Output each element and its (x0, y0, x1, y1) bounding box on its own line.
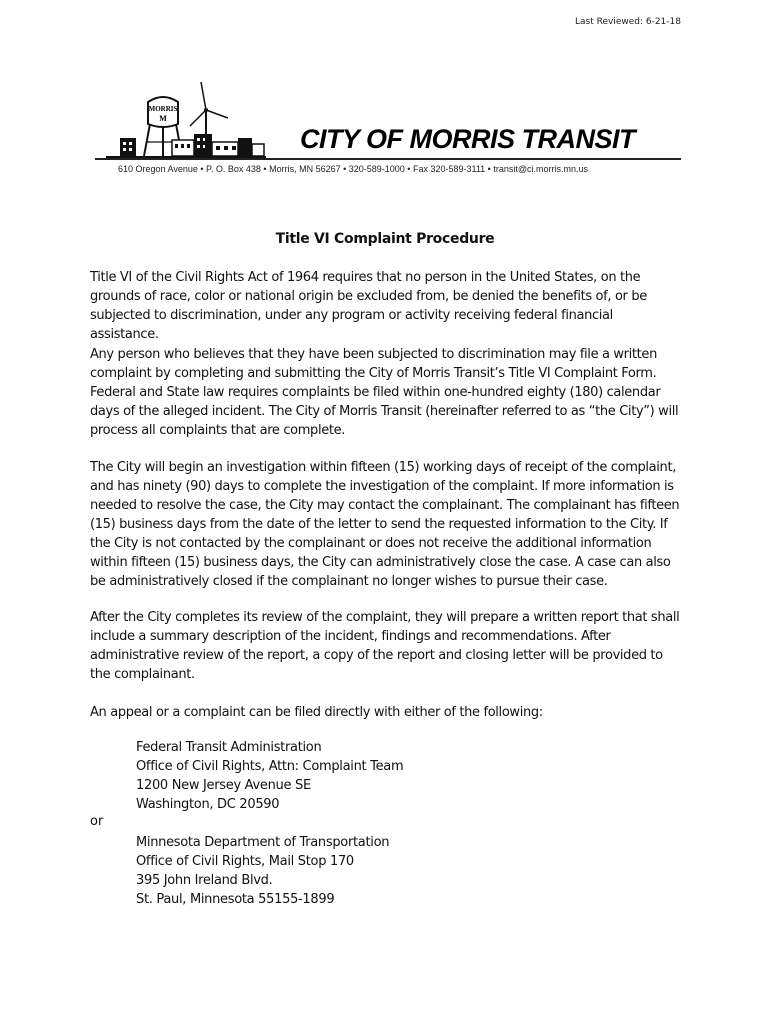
last-reviewed-date: Last Reviewed: 6-21-18 (575, 17, 681, 27)
morris-skyline-logo-icon (106, 80, 266, 160)
address-line: Office of Civil Rights, Mail Stop 170 (136, 854, 354, 869)
paragraph-filing-complaint: Any person who believes that they have been subjected to discrimination may file a written complaint by completing and submitting the City of Morris Transit’s Title VI Complaint Form. Federal and State law requires complaints be filed within one-hundred eighty (180) calendar days of the alleged incident. The City of Morris Transit (hereinafter referred to as “the City”) will process all complaints that are complete. (90, 347, 679, 438)
svg-text:M: M (159, 114, 167, 123)
document-heading: Title VI Complaint Procedure (275, 231, 495, 247)
address-line: Office of Civil Rights, Attn: Complaint Team (136, 759, 404, 774)
paragraph-investigation: The City will begin an investigation within fifteen (15) working days of receipt of the complaint, and has ninety (90) days to complete the investigation of the complaint. If more information is needed to resolve the case, the City may contact the complainant. The complainant has fifteen (15) business days from the date of the letter to send the requested information to the City. If the City is not contacted by the complainant or does not receive the additional information within fifteen (15) business days, the City can administratively close the case. A case can also be administratively closed if the complainant no longer wishes to pursue their case. (90, 460, 680, 589)
paragraph-appeal: An appeal or a complaint can be filed directly with either of the following: (90, 705, 543, 720)
address-line: 1200 New Jersey Avenue SE (136, 778, 311, 793)
paragraph-report: After the City completes its review of the complaint, they will prepare a written report that shall include a summary description of the incident, findings and recommendations. After administrative review of the report, a copy of the report and closing letter will be provided to the complainant. (90, 610, 680, 682)
paragraph-title-vi-intro: Title VI of the Civil Rights Act of 1964 requires that no person in the United States, on the grounds of race, color or national origin be excluded from, be denied the benefits of, or be subjected to discrimination, under any program or activity receiving federal financial assistance. (90, 270, 647, 342)
contact-info: 610 Oregon Avenue • P. O. Box 438 • Morris, MN 56267 • 320-589-1000 • Fax 320-589-3111 • transit@ci.morris.mn.us (118, 164, 588, 174)
address-mndot (136, 833, 389, 909)
address-federal-transit-administration (136, 738, 403, 814)
address-line: Federal Transit Administration (136, 740, 322, 755)
or-separator: or (90, 814, 104, 829)
header-divider (95, 158, 681, 160)
organization-title: CITY OF MORRIS TRANSIT (300, 124, 636, 154)
address-line: St. Paul, Minnesota 55155-1899 (136, 892, 335, 907)
logo-water-tower-text: MORRIS (148, 105, 178, 113)
address-line: Washington, DC 20590 (136, 797, 280, 812)
address-line: Minnesota Department of Transportation (136, 835, 390, 850)
address-line: 395 John Ireland Blvd. (136, 873, 273, 888)
